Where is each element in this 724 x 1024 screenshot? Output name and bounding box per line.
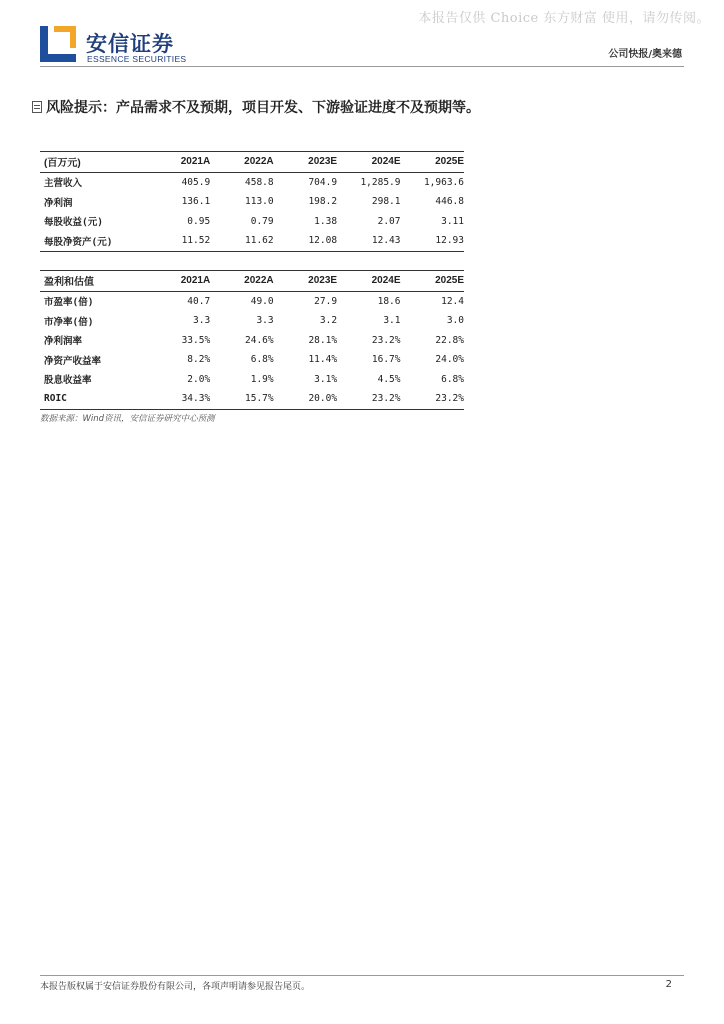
table-cell: 23.2% <box>337 389 400 409</box>
table-row <box>40 370 464 390</box>
financials-table <box>40 151 464 252</box>
table-row <box>40 331 464 351</box>
table-cell: 0.95 <box>187 215 211 227</box>
row-label: 市盈率(倍) <box>44 297 94 309</box>
table-cell: 3.3 <box>256 315 274 327</box>
header-cell: 2023E <box>274 152 337 173</box>
table-cell: 12.08 <box>274 231 337 251</box>
table-cell: 18.6 <box>377 295 401 307</box>
header-cell: 2024E <box>337 271 400 292</box>
table-row <box>40 311 464 331</box>
header-cell: 2024E <box>337 152 400 173</box>
table-cell: 27.9 <box>314 295 338 307</box>
table-cell: 446.8 <box>435 196 464 208</box>
table-cell: 23.2% <box>401 389 465 409</box>
table-row <box>40 350 464 370</box>
table-cell: 3.1% <box>314 373 338 385</box>
table-cell: 12.93 <box>401 231 465 251</box>
table-cell: 2.07 <box>377 215 401 227</box>
header-divider <box>40 66 684 67</box>
table-cell: 4.5% <box>377 373 401 385</box>
data-source-note: 数据来源：Wind资讯，安信证券研究中心预测 <box>40 414 215 424</box>
table-cell: 34.3% <box>147 389 210 409</box>
report-type: 公司快报/奥来德 <box>608 49 682 60</box>
table-row <box>40 389 464 409</box>
page-number: 2 <box>665 979 672 990</box>
row-label: 净利润率 <box>44 336 83 348</box>
table-cell: 405.9 <box>181 176 211 188</box>
table-cell: 33.5% <box>181 334 211 346</box>
table-row <box>40 291 464 311</box>
table-cell: 12.43 <box>337 231 400 251</box>
table-cell: 3.2 <box>319 315 338 327</box>
table-cell: 298.1 <box>371 196 401 208</box>
footer-disclaimer: 本报告版权属于安信证券股份有限公司，各项声明请参见报告尾页。 <box>40 982 311 992</box>
row-label: 股息收益率 <box>44 375 92 387</box>
watermark: 本报告仅供 Choice 东方财富 使用，请勿传阅。 <box>418 11 710 26</box>
table-row <box>40 231 464 251</box>
table-cell: 11.52 <box>147 231 210 251</box>
header-cell: 2022A <box>210 152 273 173</box>
logo-mark-icon <box>40 26 76 62</box>
header-cell: 2023E <box>274 271 337 292</box>
header-cell: 2025E <box>401 271 465 292</box>
table-cell: 11.62 <box>210 231 273 251</box>
row-label: 净资产收益率 <box>44 355 102 367</box>
table-cell: 0.79 <box>250 215 274 227</box>
table-cell: 3.0 <box>446 315 464 327</box>
table-cell: 2.0% <box>187 373 211 385</box>
header-cell: 2025E <box>401 152 465 173</box>
row-label: 市净率(倍) <box>44 316 94 328</box>
table-cell: 11.4% <box>308 354 338 366</box>
table-cell: 113.0 <box>245 196 274 208</box>
document-icon <box>32 101 42 113</box>
header-cell: 2021A <box>147 271 210 292</box>
risk-text: 风险提示：产品需求不及预期，项目开发、下游验证进度不及预期等。 <box>46 100 480 116</box>
table-row <box>40 172 464 192</box>
table-cell: 1.38 <box>314 215 338 227</box>
table-cell: 6.8% <box>441 373 464 385</box>
table-cell: 24.0% <box>435 354 464 366</box>
valuation-table <box>40 270 464 410</box>
footer-divider <box>40 975 684 976</box>
row-label: 每股收益(元) <box>44 217 103 229</box>
table-cell: 6.8% <box>250 354 274 366</box>
table-cell: 3.3 <box>193 315 211 327</box>
table-cell: 3.1 <box>383 315 401 327</box>
table-cell: 458.8 <box>245 176 274 188</box>
table-header-row <box>40 271 464 292</box>
logo-name-en: ESSENCE SECURITIES <box>87 54 187 64</box>
table-cell: 28.1% <box>308 334 338 346</box>
header-cell: 盈利和估值 <box>40 271 147 292</box>
header-cell: 2022A <box>210 271 273 292</box>
table-cell: 8.2% <box>187 354 211 366</box>
table-cell: 1.9% <box>250 373 274 385</box>
table-cell: 49.0 <box>250 295 274 307</box>
table-cell: 40.7 <box>187 295 211 307</box>
row-label: 净利润 <box>44 197 73 209</box>
table-cell: 23.2% <box>371 334 401 346</box>
table-cell: 22.8% <box>435 334 464 346</box>
table-cell: 704.9 <box>308 176 338 188</box>
table-cell: 12.4 <box>441 295 464 307</box>
table-cell: 20.0% <box>274 389 337 409</box>
row-label: ROIC <box>40 389 147 409</box>
row-label: 每股净资产(元) <box>40 231 147 251</box>
logo-name-cn: 安信证券 <box>86 32 174 56</box>
table-header-row <box>40 152 464 173</box>
table-cell: 198.2 <box>308 196 338 208</box>
table-row <box>40 192 464 212</box>
row-label: 主营收入 <box>44 178 83 190</box>
table-row <box>40 212 464 232</box>
table-cell: 1,963.6 <box>423 176 464 188</box>
header-cell: 2021A <box>147 152 210 173</box>
table-cell: 3.11 <box>441 215 464 227</box>
table-cell: 24.6% <box>245 334 274 346</box>
table-cell: 136.1 <box>181 196 211 208</box>
table-cell: 1,285.9 <box>360 176 401 188</box>
risk-warning <box>32 98 482 119</box>
header-cell: (百万元) <box>40 152 147 173</box>
company-logo <box>40 26 200 66</box>
table-cell: 16.7% <box>371 354 401 366</box>
table-cell: 15.7% <box>210 389 273 409</box>
